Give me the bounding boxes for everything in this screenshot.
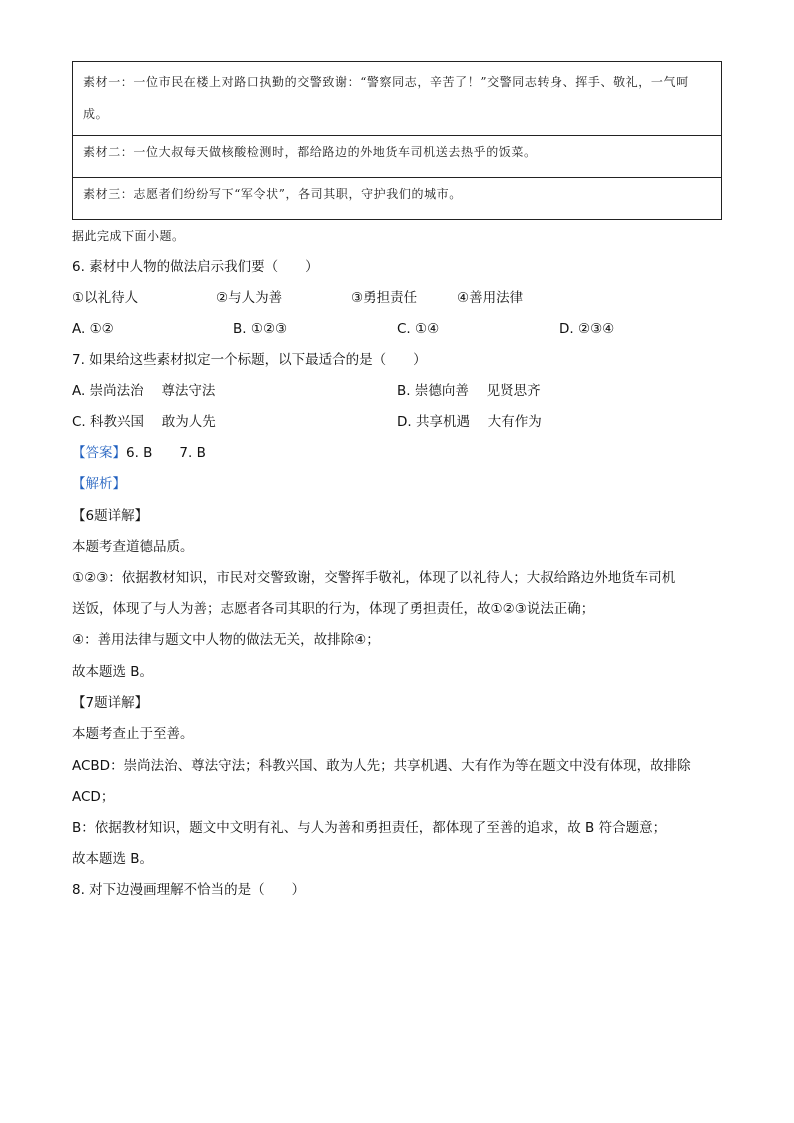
q7-option-b: B. 崇德向善 见贤思齐 bbox=[397, 383, 541, 399]
q6-option-b: B. ①②③ bbox=[233, 321, 288, 337]
material-text-2: 素材二：一位大叔每天做核酸检测时，都给路边的外地货车司机送去热乎的饭菜。 bbox=[83, 145, 537, 159]
answer-line bbox=[72, 444, 206, 462]
q7-option-d: D. 共享机遇 大有作为 bbox=[397, 414, 542, 430]
material-row-3 bbox=[73, 177, 721, 219]
detail-6-line-4: ④：善用法律与题文中人物的做法无关，故排除④； bbox=[72, 632, 380, 648]
question-6-stem: 6. 素材中人物的做法启示我们要（ ） bbox=[72, 259, 319, 275]
answer-text: 6. B 7. B bbox=[126, 445, 206, 461]
material-text-1: 素材一：一位市民在楼上对路口执勤的交警致谢：“警察同志，辛苦了！”交警同志转身、挥手、敬礼，一气呵成。 bbox=[83, 75, 689, 121]
detail-7-heading: 【7题详解】 bbox=[72, 695, 149, 711]
q6-option-c: C. ①④ bbox=[397, 321, 440, 337]
q6-item-4: ④善用法律 bbox=[457, 290, 524, 306]
q6-item-2: ②与人为善 bbox=[216, 290, 283, 306]
material-row-2 bbox=[73, 135, 721, 177]
analysis-tag: 【解析】 bbox=[72, 476, 126, 492]
detail-6-line-1: 本题考查道德品质。 bbox=[72, 539, 194, 555]
q6-option-a: A. ①② bbox=[72, 321, 114, 337]
detail-6-line-3: 送饭，体现了与人为善；志愿者各司其职的行为，体现了勇担责任，故①②③说法正确； bbox=[72, 601, 595, 617]
question-8-stem: 8. 对下边漫画理解不恰当的是（ ） bbox=[72, 882, 306, 898]
q6-item-1: ①以礼待人 bbox=[72, 290, 139, 306]
detail-6-line-5: 故本题选 B。 bbox=[72, 664, 154, 680]
detail-6-heading: 【6题详解】 bbox=[72, 508, 149, 524]
q7-option-a: A. 崇尚法治 尊法守法 bbox=[72, 383, 216, 399]
q6-item-3: ③勇担责任 bbox=[351, 290, 418, 306]
q7-option-c: C. 科教兴国 敢为人先 bbox=[72, 414, 216, 430]
detail-7-line-5: 故本题选 B。 bbox=[72, 851, 154, 867]
detail-7-line-2: ACBD：崇尚法治、尊法守法；科教兴国、敢为人先；共享机遇、大有作为等在题文中没有体现，故排除 bbox=[72, 758, 691, 774]
q6-option-d: D. ②③④ bbox=[559, 321, 615, 337]
detail-7-line-1: 本题考查止于至善。 bbox=[72, 726, 194, 742]
detail-7-line-4: B：依据教材知识，题文中文明有礼、与人为善和勇担责任，都体现了至善的追求，故 B 符合题意； bbox=[72, 820, 667, 836]
material-box bbox=[72, 61, 722, 220]
answer-tag: 【答案】 bbox=[72, 445, 126, 461]
material-text-3: 素材三：志愿者们纷纷写下“军令状”，各司其职，守护我们的城市。 bbox=[83, 187, 462, 201]
material-row-1 bbox=[73, 62, 721, 135]
detail-6-line-2: ①②③：依据教材知识，市民对交警致谢，交警挥手敬礼，体现了以礼待人；大叔给路边外地货车司机 bbox=[72, 570, 676, 586]
question-7-stem: 7. 如果给这些素材拟定一个标题，以下最适合的是（ ） bbox=[72, 352, 427, 368]
instruction-text: 据此完成下面小题。 bbox=[72, 229, 185, 243]
detail-7-line-3: ACD； bbox=[72, 789, 115, 805]
